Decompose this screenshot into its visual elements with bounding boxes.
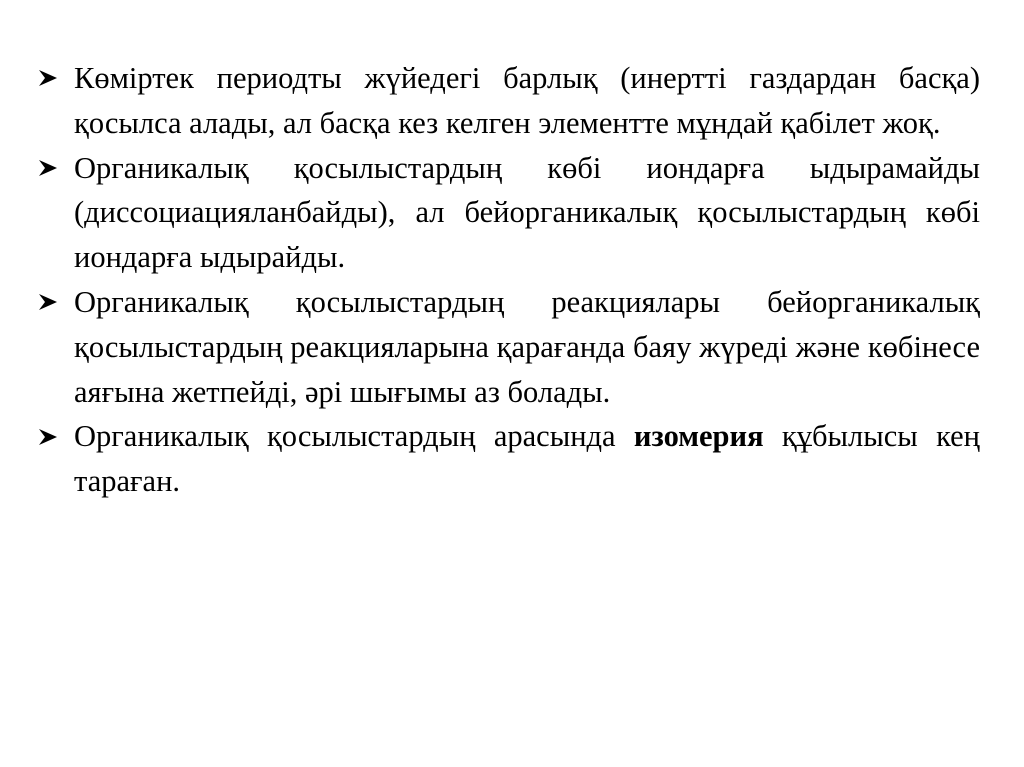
bullet-text [74,414,980,504]
bold-term: изомерия [633,419,764,454]
bullet-text: Көміртек периодты жүйедегі барлық (инертті газдардан басқа) қосылса алады, ал басқа кез келген элементте мұндай қабілет жоқ. [74,61,980,140]
list-item [38,56,980,146]
list-item [38,414,980,504]
arrowhead-bullet-icon [38,414,74,459]
arrowhead-bullet-icon [38,56,74,101]
arrowhead-bullet-icon [38,280,74,325]
bullet-text-after: құбылысы кең тараған. [74,419,980,499]
list-item [38,280,980,414]
bullet-text: Органикалық қосылыстардың көбі иондарға ыдырамайды (диссоциацияланбайды), ал бейорганикалық қосылыстардың көбі иондарға ыдырайды. [74,150,980,275]
bullet-text-before: Органикалық қосылыстардың арасында [74,419,634,454]
bullet-list [38,56,980,504]
list-item [38,146,980,280]
bullet-text: Органикалық қосылыстардың реакциялары бейорганикалық қосылыстардың реакцияларына қарағанда баяу жүреді және көбінесе аяғына жетпейді, әрі шығымы аз болады. [74,284,980,409]
arrowhead-bullet-icon [38,146,74,191]
